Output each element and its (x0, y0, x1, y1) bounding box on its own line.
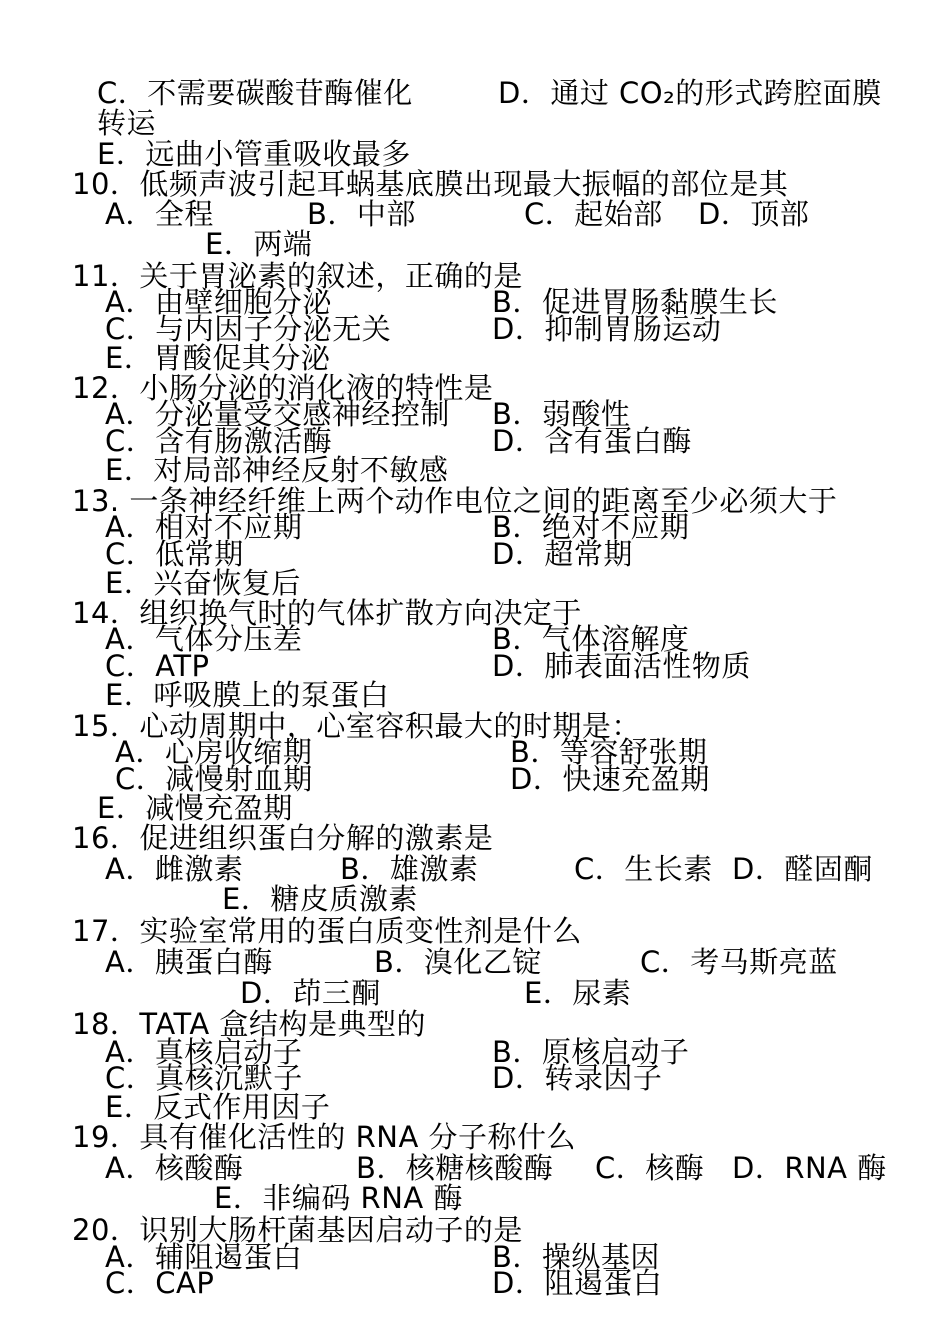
option-text: D．通过 CO₂的形式跨腔面膜 (498, 76, 882, 110)
option-text: B．溴化乙锭 (374, 945, 542, 979)
question-15: 15．心动周期中，心室容积最大的时期是： (72, 709, 641, 743)
question-12: 12．小肠分泌的消化液的特性是 (72, 371, 494, 405)
option-text: A．雌激素 (105, 852, 244, 886)
option-text: C．ATP (105, 649, 210, 683)
option-text: E．减慢充盈期 (97, 791, 293, 825)
option-text: C．生长素 (574, 852, 713, 886)
option-text: C．起始部 (524, 197, 663, 231)
option-text: A．辅阻遏蛋白 (105, 1240, 303, 1274)
option-text: C．低常期 (105, 537, 244, 571)
option-text: B．中部 (307, 197, 416, 231)
option-text: C．CAP (105, 1266, 215, 1300)
option-text: B．绝对不应期 (492, 510, 690, 544)
option-text: A．真核启动子 (105, 1035, 303, 1069)
option-text: E．反式作用因子 (105, 1090, 331, 1124)
option-text: D．抑制胃肠运动 (492, 312, 722, 346)
question-17: 17．实验室常用的蛋白质变性剂是什么 (72, 914, 582, 948)
option-text: D．快速充盈期 (510, 762, 710, 796)
option-text: 转运 (97, 106, 157, 140)
option-text: E．对局部神经反射不敏感 (105, 453, 449, 487)
option-text: A．全程 (105, 197, 214, 231)
option-text: D．肺表面活性物质 (492, 649, 751, 683)
question-16: 16．促进组织蛋白分解的激素是 (72, 821, 494, 855)
option-text: A．分泌量受交感神经控制 (105, 397, 450, 431)
option-text: E．呼吸膜上的泵蛋白 (105, 678, 390, 712)
option-text: A．心房收缩期 (115, 735, 313, 769)
option-text: B．原核启动子 (492, 1035, 690, 1069)
question-19: 19．具有催化活性的 RNA 分子称什么 (72, 1120, 577, 1154)
option-text: A．气体分压差 (105, 622, 303, 656)
option-text: D．RNA 酶 (732, 1151, 887, 1185)
option-text: E．糖皮质激素 (222, 882, 418, 916)
option-text: E．尿素 (524, 976, 632, 1010)
option-text: B．气体溶解度 (492, 622, 690, 656)
option-text: D．超常期 (492, 537, 633, 571)
option-text: C．核酶 (595, 1151, 705, 1185)
question-14: 14．组织换气时的气体扩散方向决定于 (72, 596, 582, 630)
question-10: 10．低频声波引起耳蜗基底膜出现最大振幅的部位是其 (72, 167, 789, 201)
option-text: C．考马斯亮蓝 (640, 945, 838, 979)
question-13: 13. 一条神经纤维上两个动作电位之间的距离至少必须大于 (72, 484, 838, 518)
option-text: B．雄激素 (340, 852, 479, 886)
option-text: B．弱酸性 (492, 397, 631, 431)
option-text: D．阻遏蛋白 (492, 1266, 663, 1300)
option-text: E．非编码 RNA 酶 (214, 1181, 463, 1215)
option-text: B．促进胃肠黏膜生长 (492, 285, 778, 319)
option-text: C．含有肠激活酶 (105, 424, 333, 458)
option-text: C．不需要碳酸苷酶催化 (97, 76, 413, 110)
question-20: 20．识别大肠杆菌基因启动子的是 (72, 1213, 523, 1247)
option-text: D．醛固酮 (732, 852, 873, 886)
question-18: 18．TATA 盒结构是典型的 (72, 1007, 426, 1041)
option-text: B．核糖核酸酶 (356, 1151, 554, 1185)
option-text: E．远曲小管重吸收最多 (97, 137, 411, 171)
option-text: C．减慢射血期 (115, 762, 313, 796)
option-text: C．真核沉默子 (105, 1061, 303, 1095)
option-text: A．相对不应期 (105, 510, 303, 544)
option-text: D．含有蛋白酶 (492, 424, 692, 458)
option-text: D．茚三酮 (240, 976, 381, 1010)
option-text: A．胰蛋白酶 (105, 945, 273, 979)
option-text: E．兴奋恢复后 (105, 566, 301, 600)
option-text: B．操纵基因 (492, 1240, 660, 1274)
option-text: B．等容舒张期 (510, 735, 708, 769)
option-text: A．由壁细胞分泌 (105, 285, 332, 319)
option-text: D．转录因子 (492, 1061, 663, 1095)
question-11: 11．关于胃泌素的叙述，正确的是 (72, 259, 523, 293)
option-text: A．核酸酶 (105, 1151, 244, 1185)
option-text: D．顶部 (698, 197, 810, 231)
option-text: E．胃酸促其分泌 (105, 341, 331, 375)
option-text: E．两端 (205, 227, 313, 261)
option-text: C．与内因子分泌无关 (105, 312, 392, 346)
